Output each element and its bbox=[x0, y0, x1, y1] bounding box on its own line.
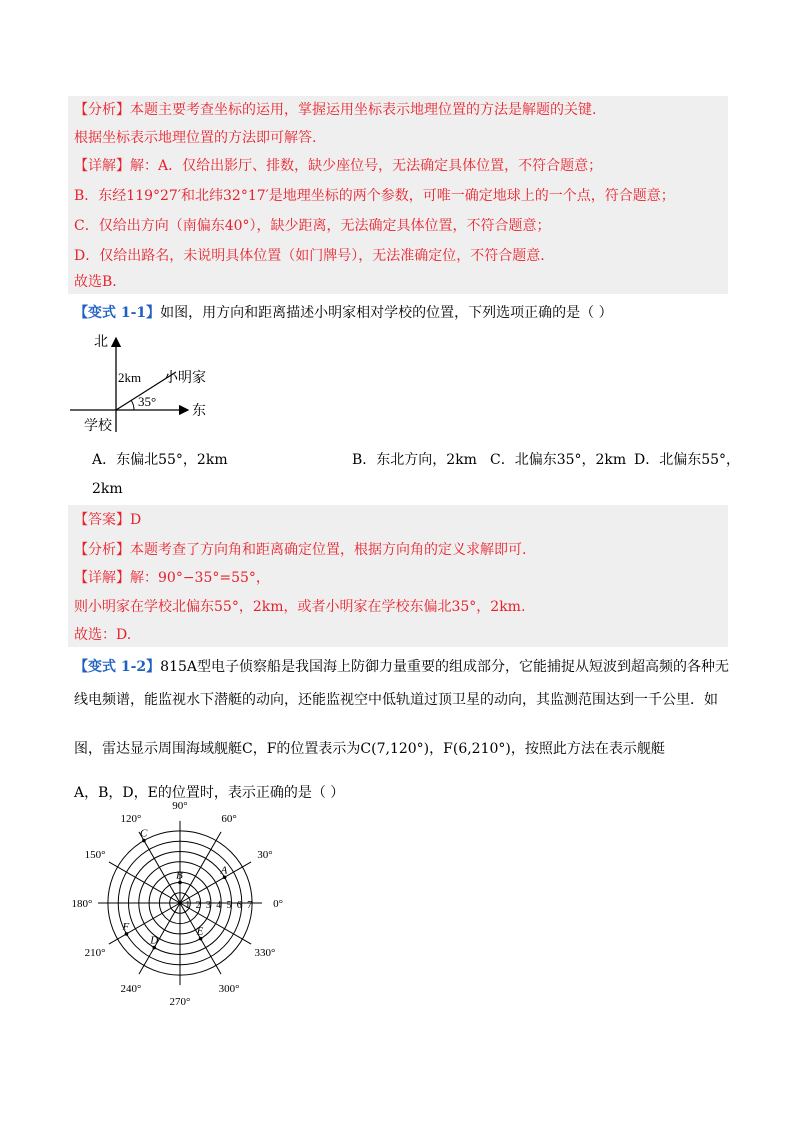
analysis-line-2: 根据坐标表示地理位置的方法即可解答. bbox=[74, 130, 317, 146]
angle-label: 0° bbox=[273, 898, 284, 910]
option-d-continued: 2km bbox=[92, 481, 123, 497]
analysis-line-1: 【分析】本题主要考查坐标的运用，掌握运用坐标表示地理位置的方法是解题的关键. bbox=[74, 102, 597, 118]
north-label: 北 bbox=[94, 335, 108, 350]
variant-1-2-text: 815A型电子侦察船是我国海上防御力量重要的组成部分，它能捕捉从短波到超高频的各种无 bbox=[160, 659, 730, 675]
detail-line-b: B．东经119°27′和北纬32°17′是地理坐标的两个参数，可唯一确定地球上的一个点，符合题意； bbox=[74, 188, 675, 204]
variant-1-1-question bbox=[74, 303, 613, 323]
variant-1-2-line-3: 图，雷达显示周围海域舰艇C，F的位置表示为C(7,120°)，F(6,210°)，按照此方法在表示舰艇 bbox=[74, 741, 665, 757]
radar-ray bbox=[180, 832, 221, 903]
angle-label: 210° bbox=[84, 947, 106, 960]
variant-1-2-line-2: 线电频谱，能监视水下潜艇的动向，还能监视空中低轨道过顶卫星的动向，其监测范围达到一千公里．如 bbox=[74, 692, 718, 708]
radar-ray bbox=[109, 862, 180, 903]
variant-tag-2: 【变式 1-2】 bbox=[74, 659, 161, 675]
east-label: 东 bbox=[192, 404, 206, 419]
option-b: B．东北方向，2km bbox=[352, 452, 477, 468]
detail-line-1: 【详解】解：A．仅给出影厅、排数，缺少座位号，无法确定具体位置，不符合题意； bbox=[74, 158, 603, 174]
angle-label: 300° bbox=[218, 982, 240, 995]
radar-ray bbox=[139, 903, 180, 974]
point-label: B bbox=[176, 869, 183, 882]
variant-1-2-line-1 bbox=[74, 657, 729, 677]
angle-label: 180° bbox=[71, 898, 93, 910]
angle-label: 30° bbox=[257, 848, 273, 861]
angle-label: 330° bbox=[254, 947, 276, 960]
detail-line-c: C．仅给出方向（南偏东40°），缺少距离，无法确定具体位置，不符合题意； bbox=[74, 218, 551, 234]
radar-ray bbox=[109, 903, 180, 944]
analysis-line-3: 【分析】本题考查了方向角和距离确定位置，根据方向角的定义求解即可. bbox=[74, 542, 527, 558]
radar-ray bbox=[139, 832, 180, 903]
answer-line: 【答案】D bbox=[74, 512, 142, 528]
home-label: 小明家 bbox=[164, 371, 206, 386]
distance-label: 2km bbox=[118, 370, 142, 385]
option-c: C．北偏东35°，2km bbox=[490, 452, 627, 468]
point-label: E bbox=[196, 925, 204, 938]
ring-number: 1 bbox=[185, 900, 191, 911]
conclusion-line: 则小明家在学校北偏东55°，2km，或者小明家在学校东偏北35°，2km. bbox=[74, 599, 526, 615]
detail-line-d: D．仅给出路名，未说明具体位置（如门牌号），无法准确定位，不符合题意. bbox=[74, 248, 545, 264]
direction-figure bbox=[64, 332, 214, 434]
angle-label: 150° bbox=[84, 848, 106, 861]
question-text: 如图，用方向和距离描述小明家相对学校的位置，下列选项正确的是（ ） bbox=[160, 305, 613, 321]
ring-number: 7 bbox=[247, 900, 253, 911]
variant-tag: 【变式 1-1】 bbox=[74, 305, 161, 321]
ring-number: 6 bbox=[236, 900, 242, 911]
option-a: A．东偏北55°，2km bbox=[92, 452, 228, 468]
angle-label: 35° bbox=[138, 394, 157, 409]
variant-1-2-line-4: A，B，D，E的位置时，表示正确的是（ ） bbox=[74, 785, 345, 801]
radar-figure bbox=[66, 799, 296, 1009]
angle-label: 90° bbox=[172, 799, 188, 812]
angle-label: 60° bbox=[221, 813, 237, 826]
ring-number: 3 bbox=[205, 900, 211, 911]
point-label: C bbox=[139, 827, 148, 840]
option-d: D．北偏东55°， bbox=[634, 452, 741, 468]
point-label: D bbox=[150, 934, 159, 947]
point-label: F bbox=[122, 920, 130, 933]
angle-label: 120° bbox=[120, 813, 142, 826]
radar-ray bbox=[180, 862, 251, 903]
angle-label: 270° bbox=[169, 996, 191, 1009]
detail-line-2: 【详解】解：90°−35°=55°， bbox=[74, 570, 270, 586]
ring-number: 4 bbox=[216, 900, 222, 911]
ring-number: 2 bbox=[195, 900, 201, 911]
choice-line-2: 故选：D. bbox=[74, 627, 132, 643]
angle-arc bbox=[131, 400, 134, 410]
ring-number: 5 bbox=[226, 900, 232, 911]
point-label: A bbox=[220, 864, 228, 877]
choice-line-1: 故选B. bbox=[74, 274, 117, 290]
angle-label: 240° bbox=[120, 982, 142, 995]
school-label: 学校 bbox=[84, 419, 112, 434]
